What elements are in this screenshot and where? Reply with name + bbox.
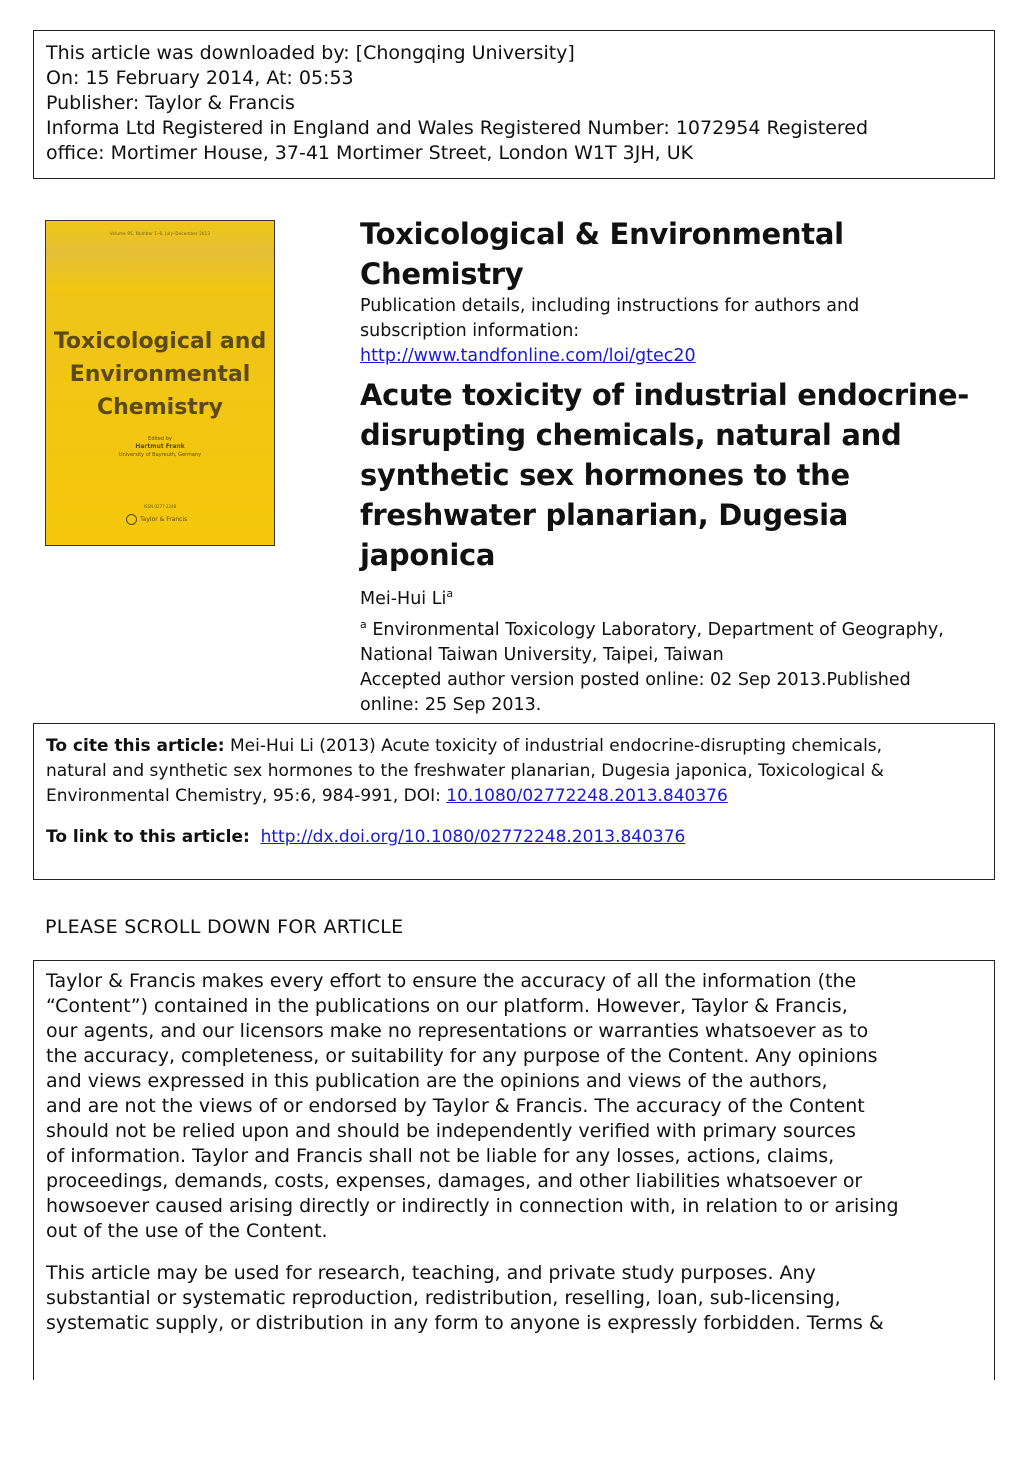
author-sup: a [446, 587, 454, 600]
affil-line: National Taiwan University, Taipei, Taiwan [360, 644, 724, 665]
link-label: To link to this article: [46, 827, 250, 847]
terms-line: should not be relied upon and should be independently verified with primary sources [46, 1120, 856, 1142]
publisher-logo-icon [126, 514, 137, 525]
cover-editor-block [46, 435, 274, 459]
download-notice-line: This article was downloaded by: [Chongqing University] [46, 42, 575, 64]
scroll-notice: PLEASE SCROLL DOWN FOR ARTICLE [45, 916, 404, 938]
journal-title-line: Chemistry [360, 257, 524, 291]
download-notice-line: Informa Ltd Registered in England and Wales Registered Number: 1072954 Registered [46, 117, 869, 139]
article-title-line: disrupting chemicals, natural and [360, 418, 902, 452]
terms-line: out of the use of the Content. [46, 1220, 328, 1242]
terms-paragraph-1 [46, 969, 984, 1244]
download-notice-box [33, 30, 995, 179]
doi-link[interactable]: 10.1080/02772248.2013.840376 [446, 786, 728, 806]
cite-text: Mei-Hui Li (2013) Acute toxicity of industrial endocrine-disrupting chemicals, [224, 736, 883, 756]
journal-url-link[interactable]: http://www.tandfonline.com/loi/gtec20 [360, 346, 696, 366]
link-paragraph [46, 825, 983, 850]
article-url-link[interactable]: http://dx.doi.org/10.1080/02772248.2013.840376 [260, 827, 686, 847]
terms-paragraph-2 [46, 1261, 984, 1336]
cite-label: To cite this article: [46, 736, 225, 756]
author-name: Mei-Hui Li [360, 588, 447, 609]
publication-details [360, 294, 990, 369]
article-title [360, 375, 990, 575]
cover-title-line: Chemistry [97, 395, 223, 420]
terms-line: our agents, and our licensors make no representations or warranties whatsoever as to [46, 1020, 869, 1042]
terms-box [33, 960, 995, 1380]
terms-line: “Content”) contained in the publications on our platform. However, Taylor & Francis, [46, 995, 848, 1017]
citation-box [33, 723, 995, 880]
terms-line: Taylor & Francis makes every effort to ensure the accuracy of all the information (the [46, 970, 857, 992]
cover-publisher [126, 514, 187, 525]
journal-title [360, 214, 990, 294]
article-title-line: Acute toxicity of industrial endocrine- [360, 378, 970, 412]
terms-line: proceedings, demands, costs, expenses, damages, and other liabilities whatsoever or [46, 1170, 863, 1192]
cover-edited-by: Edited by [148, 436, 172, 442]
affiliation [360, 612, 990, 718]
cite-text: Environmental Chemistry, 95:6, 984-991, DOI: [46, 786, 447, 806]
pub-details-line: subscription information: [360, 321, 580, 341]
pub-details-line: Publication details, including instructions for authors and [360, 296, 860, 316]
terms-line: howsoever caused arising directly or indirectly in connection with, in relation to or arising [46, 1195, 899, 1217]
cover-editor: Hartmut Frank [135, 443, 185, 450]
cover-title-line: Toxicological and [53, 329, 267, 354]
cover-title-line: Environmental [69, 362, 251, 387]
cover-issn: ISSN 0277-2248 [143, 504, 177, 509]
posted-line: Accepted author version posted online: 02 Sep 2013.Published [360, 669, 911, 690]
affil-line: Environmental Toxicology Laboratory, Department of Geography, [366, 619, 944, 640]
affil-sup: a [360, 617, 367, 631]
download-notice-line: Publisher: Taylor & Francis [46, 92, 295, 114]
cite-paragraph [46, 734, 983, 809]
terms-line: of information. Taylor and Francis shall not be liable for any losses, actions, claims, [46, 1145, 835, 1167]
terms-line: and are not the views of or endorsed by Taylor & Francis. The accuracy of the Content [46, 1095, 865, 1117]
download-notice-line: office: Mortimer House, 37-41 Mortimer Street, London W1T 3JH, UK [46, 142, 694, 164]
terms-line: This article may be used for research, teaching, and private study purposes. Any [46, 1262, 816, 1284]
terms-line: systematic supply, or distribution in any form to anyone is expressly forbidden. Terms & [46, 1312, 884, 1334]
terms-line: and views expressed in this publication are the opinions and views of the authors, [46, 1070, 828, 1092]
cover-volume-line: Volume 95, Number 1–6, July–December 2013 [109, 231, 211, 236]
article-header [360, 214, 990, 718]
cover-title [46, 325, 274, 424]
cover-publisher-label: Taylor & Francis [140, 516, 188, 523]
cite-text: natural and synthetic sex hormones to the freshwater planarian, Dugesia japonica, Toxicological & [46, 761, 884, 781]
posted-line: online: 25 Sep 2013. [360, 694, 542, 715]
author [360, 581, 990, 612]
journal-cover-image [45, 220, 275, 546]
article-title-line: synthetic sex hormones to the [360, 458, 850, 492]
download-notice-line: On: 15 February 2014, At: 05:53 [46, 67, 354, 89]
terms-line: the accuracy, completeness, or suitability for any purpose of the Content. Any opinions [46, 1045, 878, 1067]
cover-affiliation: University of Bayreuth, Germany [118, 452, 202, 458]
terms-line: substantial or systematic reproduction, redistribution, reselling, loan, sub-licensing, [46, 1287, 841, 1309]
journal-title-line: Toxicological & Environmental [360, 217, 844, 251]
article-title-line: freshwater planarian, Dugesia japonica [360, 498, 849, 572]
